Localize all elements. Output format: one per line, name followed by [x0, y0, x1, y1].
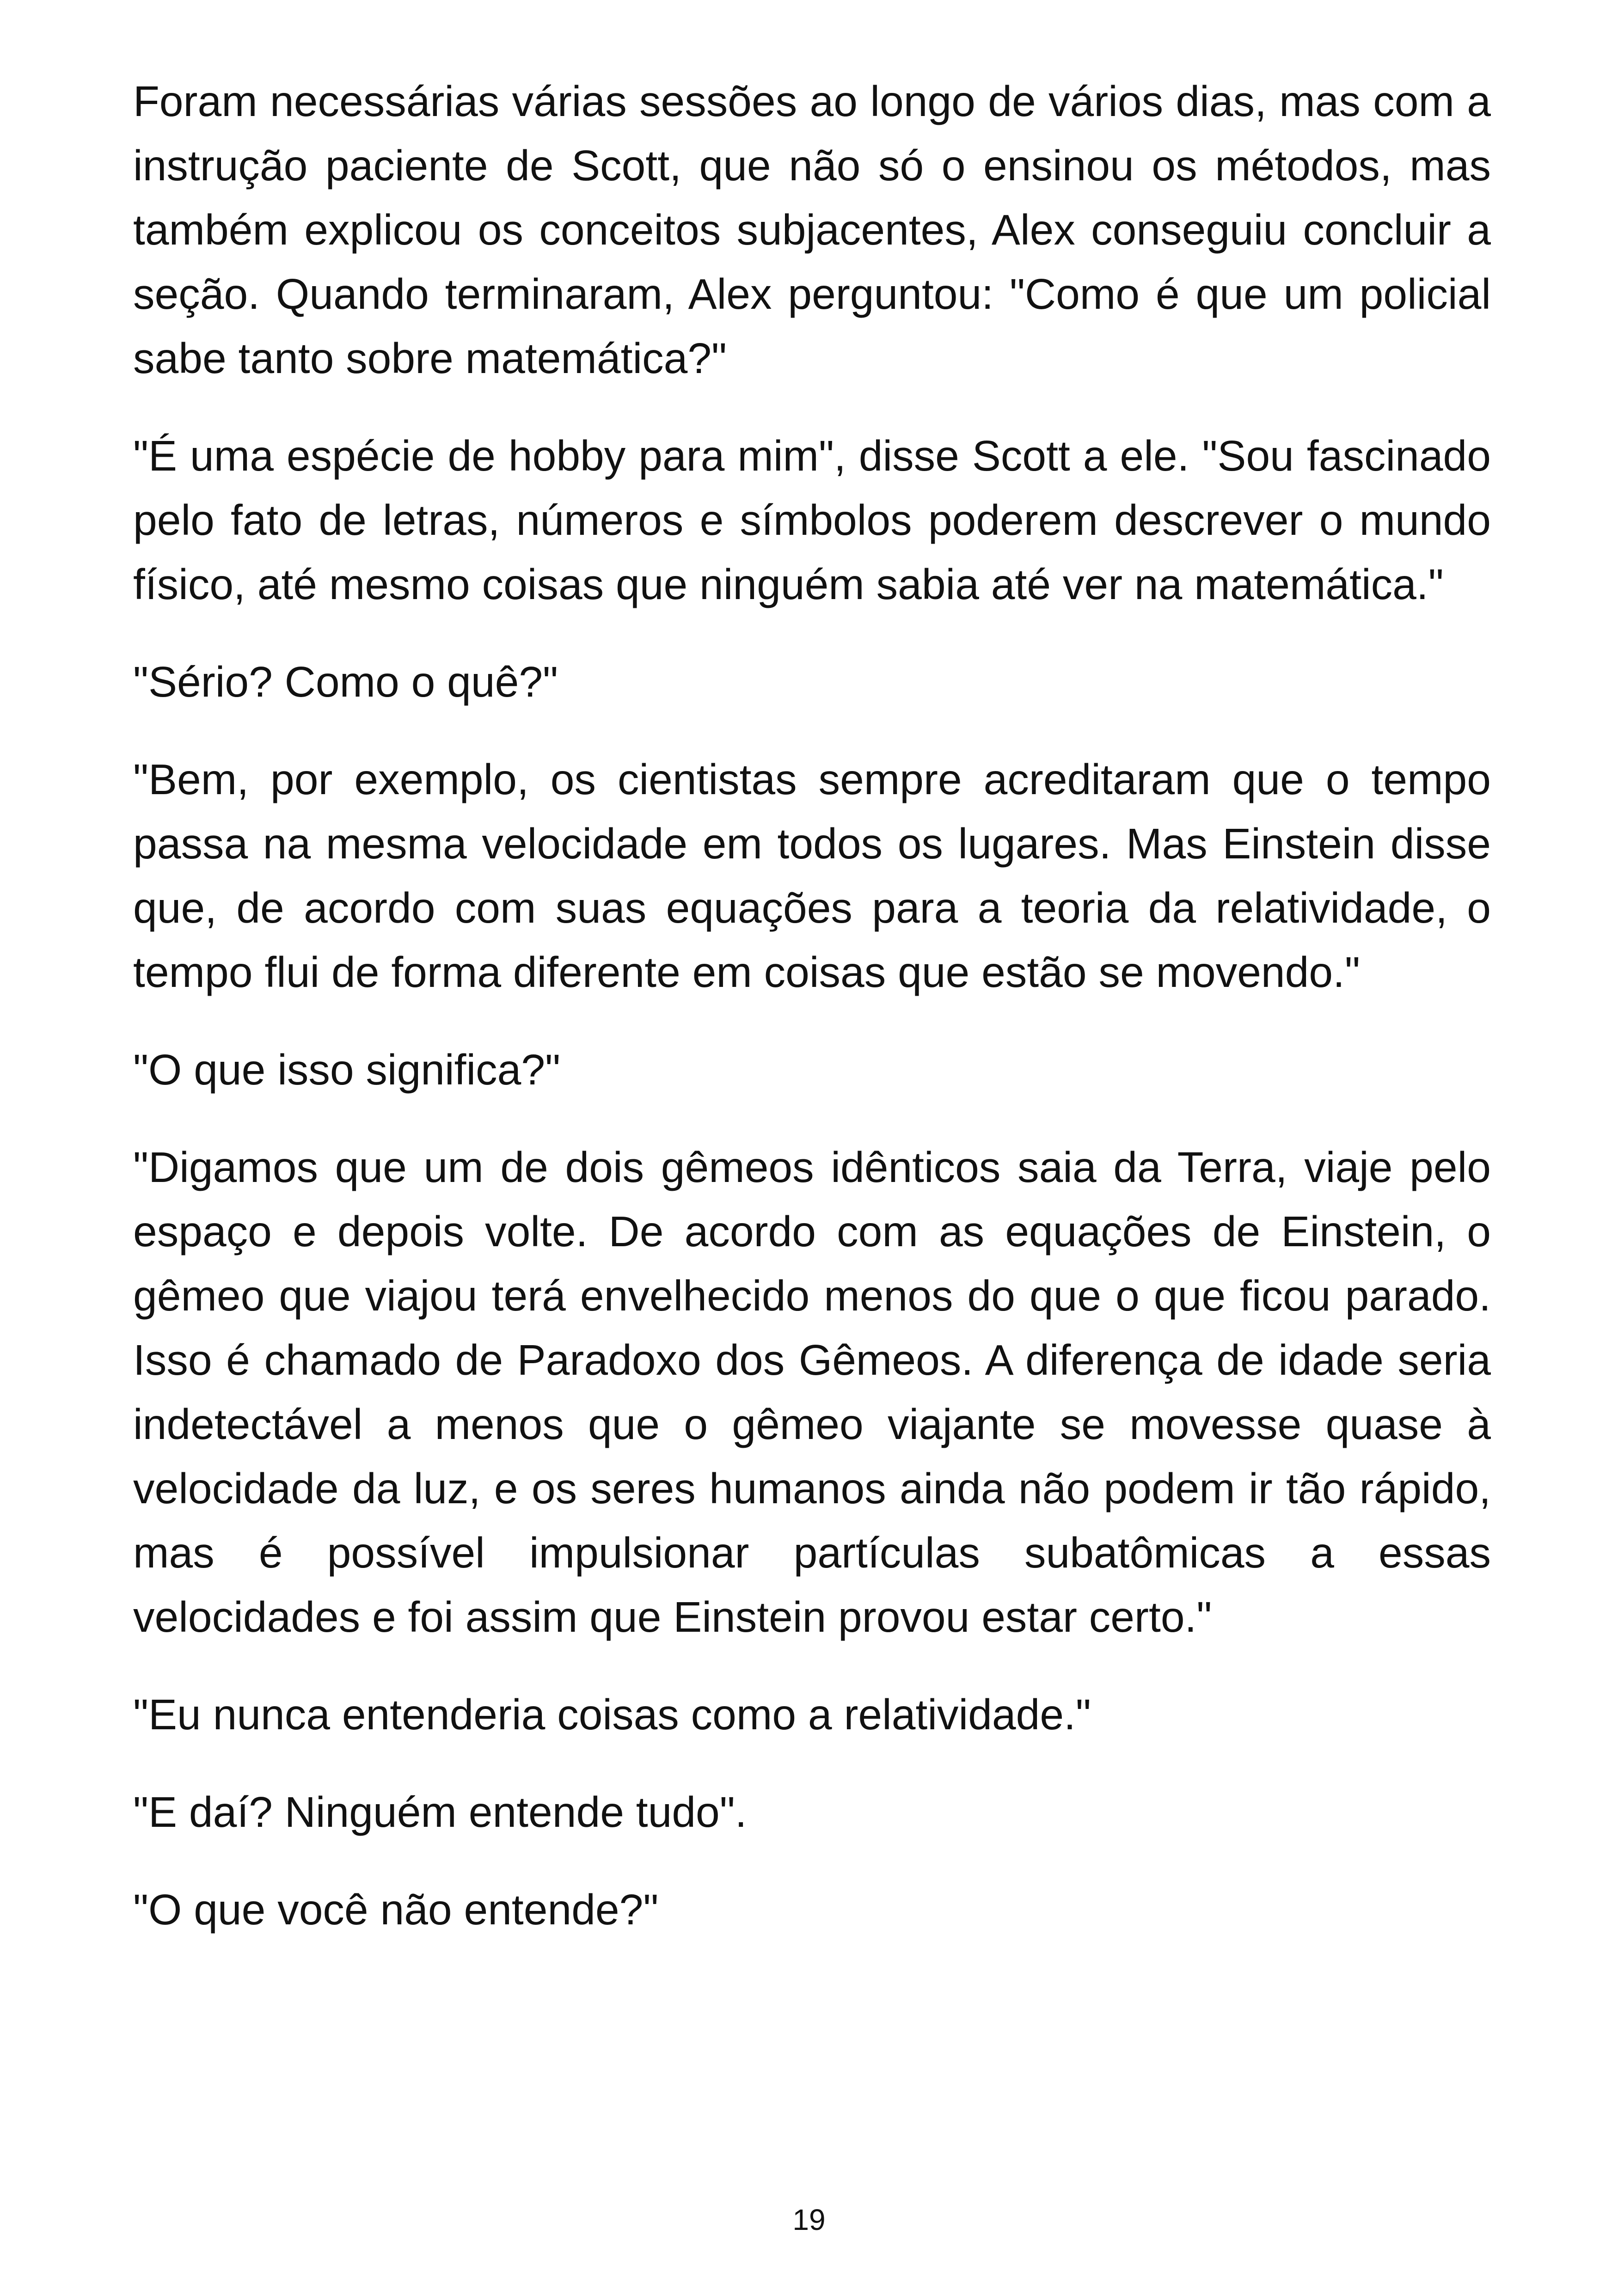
paragraph: Foram necessárias várias sessões ao longo de vários dias, mas com a instrução paciente de Scott, que não só o ensinou os métodos, mas também explicou os conceitos subjacentes, Alex conseguiu concluir a seção. Quando terminaram, Alex perguntou: "Como é que um policial sabe tanto sobre matemática?" — [133, 77, 1491, 382]
body-text — [133, 69, 1491, 1975]
paragraph: "E daí? Ninguém entende tudo". — [133, 1788, 747, 1836]
paragraph: "O que isso significa?" — [133, 1046, 561, 1094]
paragraph: "É uma espécie de hobby para mim", disse Scott a ele. "Sou fascinado pelo fato de letras, números e símbolos poderem descrever o mundo físico, até mesmo coisas que ninguém sabia até ver na matemática." — [133, 432, 1491, 608]
paragraph: "O que você não entende?" — [133, 1886, 659, 1934]
paragraph: "Bem, por exemplo, os cientistas sempre acreditaram que o tempo passa na mesma velocidade em todos os lugares. Mas Einstein disse que, de acordo com suas equações para a teoria da relatividade, o tempo flui de forma diferente em coisas que estão se movendo." — [133, 755, 1491, 996]
paragraph: "Digamos que um de dois gêmeos idênticos saia da Terra, viaje pelo espaço e depois volte. De acordo com as equações de Einstein, o gêmeo que viajou terá envelhecido menos do que o que ficou parado. Isso é chamado de Paradoxo dos Gêmeos. A diferença de idade seria indetectável a menos que o gêmeo viajante se movesse quase à velocidade da luz, e os seres humanos ainda não podem ir tão rápido, mas é possível impulsionar partículas subatômicas a essas velocidades e foi assim que Einstein provou estar certo." — [133, 1143, 1491, 1641]
page-number: 19 — [792, 2203, 826, 2236]
paragraph: "Sério? Como o quê?" — [133, 658, 558, 706]
paragraph: "Eu nunca entenderia coisas como a relatividade." — [133, 1690, 1091, 1739]
